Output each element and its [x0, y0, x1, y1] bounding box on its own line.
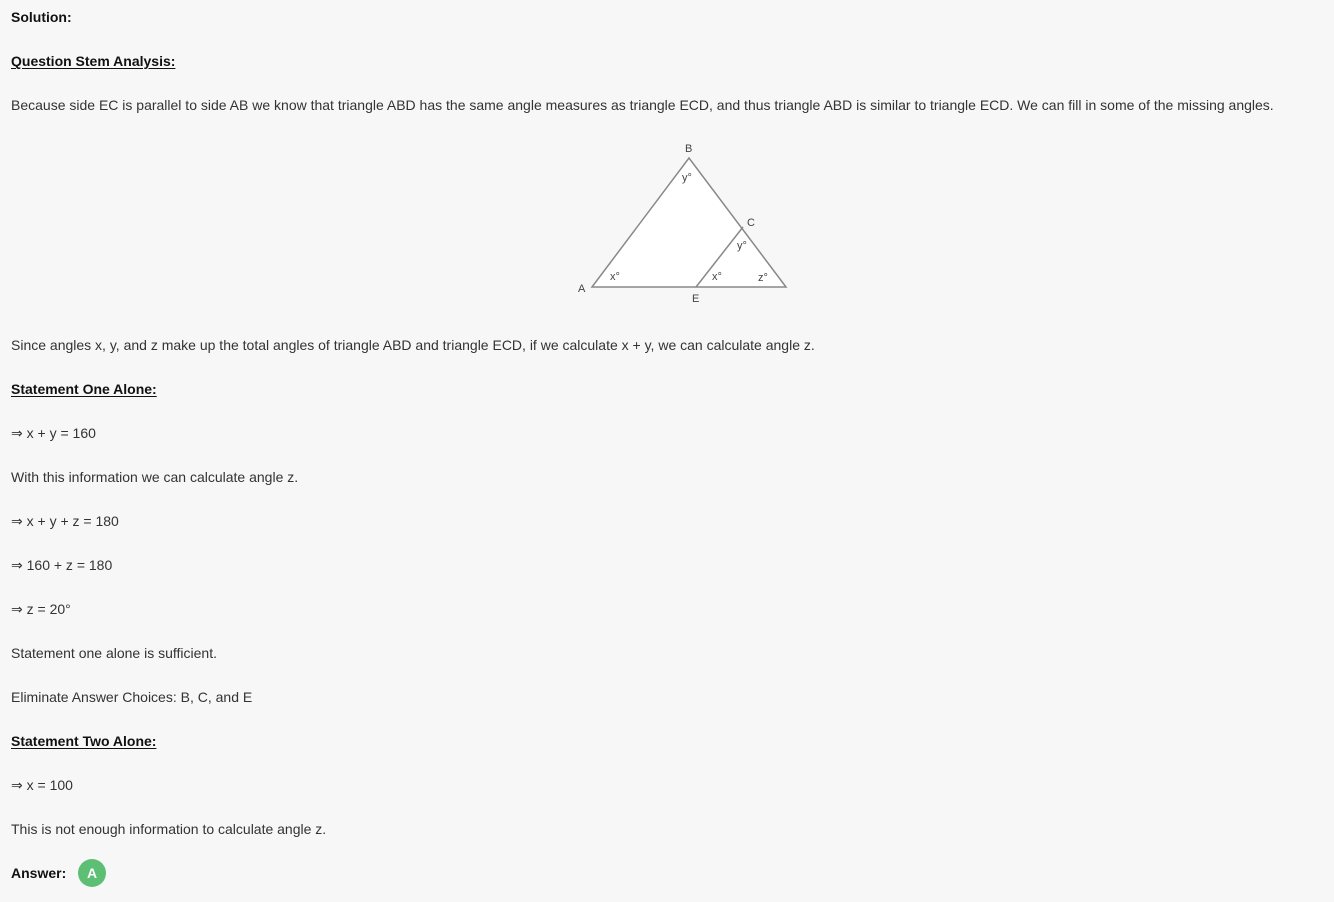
stem-analysis-heading: Question Stem Analysis:	[11, 53, 176, 69]
statement-one-equation-4: ⇒ z = 20°	[11, 601, 71, 617]
statement-two-heading: Statement Two Alone:	[11, 733, 157, 749]
angle-label-d: z°	[758, 272, 768, 284]
statement-one-eliminate: Eliminate Answer Choices: B, C, and E	[11, 689, 253, 705]
angle-label-a: x°	[610, 271, 620, 283]
triangle-diagram	[570, 138, 800, 308]
stem-followup-text: Since angles x, y, and z make up the total angles of triangle ABD and triangle ECD, if we calculate x + y, we can calculate angle z.	[11, 337, 815, 353]
answer-label: Answer:	[11, 865, 67, 881]
statement-one-text: With this information we can calculate angle z.	[11, 469, 299, 485]
angle-label-b: y°	[682, 172, 692, 184]
statement-one-conclusion: Statement one alone is sufficient.	[11, 645, 217, 661]
answer-badge[interactable]: A	[78, 859, 106, 887]
vertex-label-b: B	[685, 143, 693, 155]
triangle-figure	[570, 138, 800, 311]
vertex-label-e: E	[692, 293, 700, 305]
statement-two-equation-1: ⇒ x = 100	[11, 777, 73, 793]
solution-label: Solution:	[11, 9, 72, 25]
statement-two-text: This is not enough information to calculate angle z.	[11, 821, 327, 837]
stem-analysis-text: Because side EC is parallel to side AB we know that triangle ABD has the same angle measures as triangle ECD, and thus triangle ABD is similar to triangle ECD. We can fill in some of the missing angles.	[11, 97, 1274, 113]
vertex-label-a: A	[578, 283, 586, 295]
vertex-label-c: C	[747, 217, 755, 229]
angle-label-c: y°	[737, 240, 747, 252]
statement-one-equation-1: ⇒ x + y = 160	[11, 425, 96, 441]
angle-label-e: x°	[712, 271, 722, 283]
statement-one-equation-2: ⇒ x + y + z = 180	[11, 513, 119, 529]
statement-one-heading: Statement One Alone:	[11, 381, 157, 397]
statement-one-equation-3: ⇒ 160 + z = 180	[11, 557, 113, 573]
